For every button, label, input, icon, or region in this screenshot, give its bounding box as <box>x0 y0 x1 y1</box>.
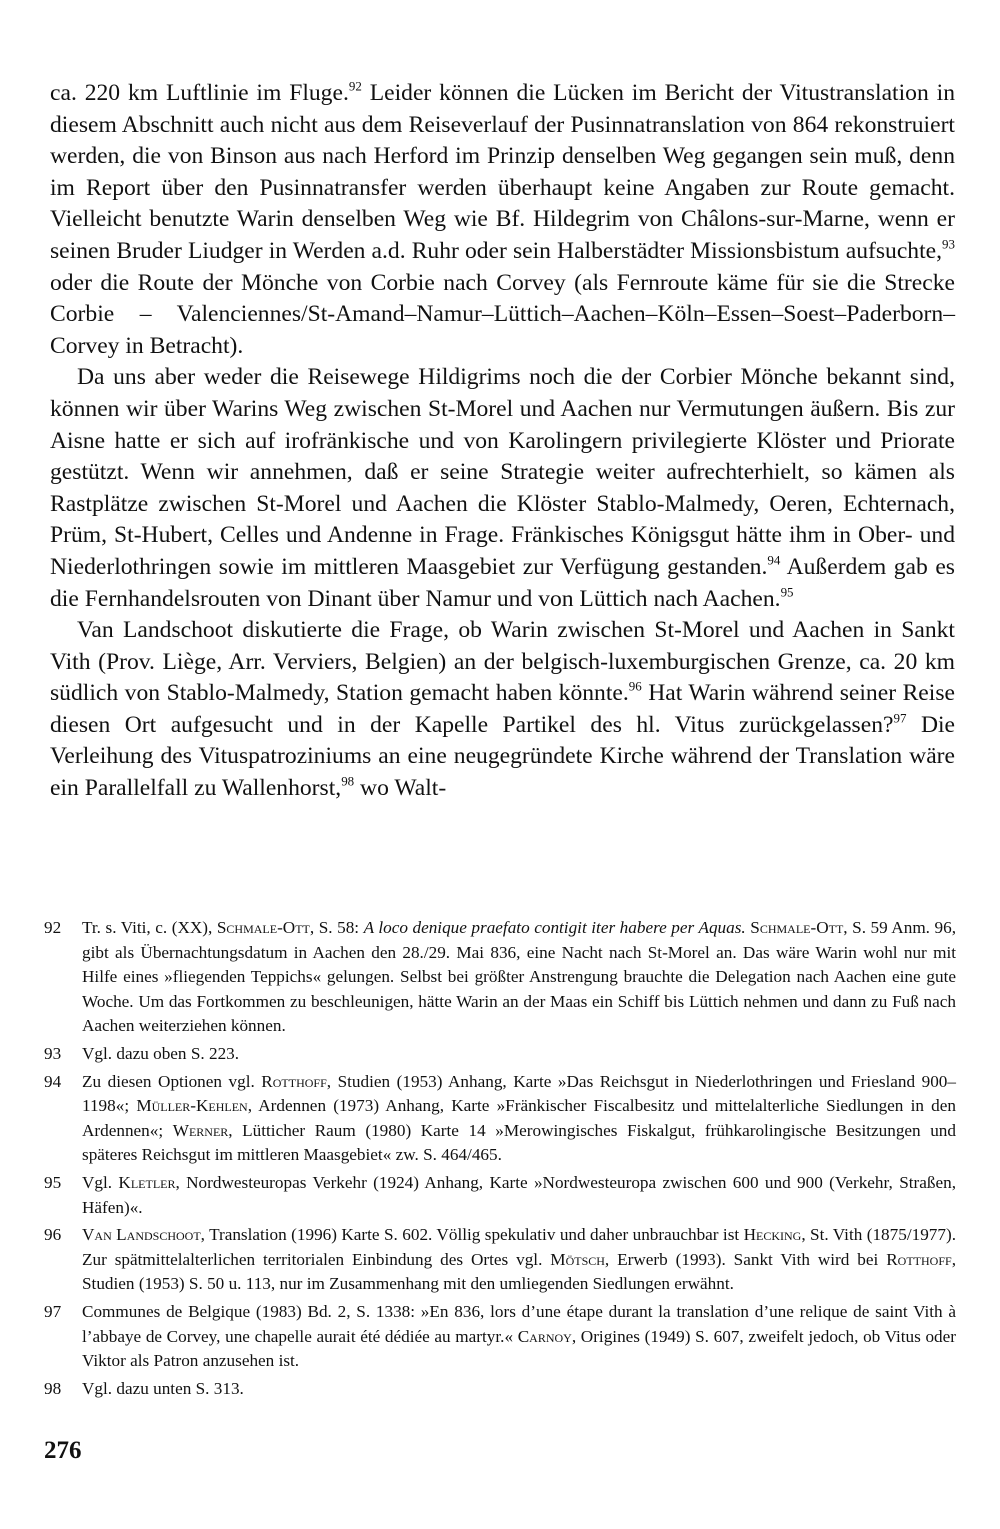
author-name: Werner <box>172 1120 229 1140</box>
author-name: Rotthoff <box>886 1249 952 1269</box>
main-text <box>50 78 955 805</box>
author-name: Müller-Kehlen <box>136 1096 248 1116</box>
author-name: Rotthoff <box>261 1071 327 1091</box>
page-number: 276 <box>44 1437 82 1464</box>
footnote-92 <box>44 916 956 1039</box>
footnote-96 <box>44 1223 956 1297</box>
footnote-98 <box>44 1377 956 1402</box>
footnote-number: 95 <box>44 1172 62 1192</box>
footnote-ref-92[interactable]: 92 <box>348 78 362 94</box>
author-name: Mötsch <box>550 1249 605 1269</box>
footnote-text: Tr. s. Viti, c. (XX), Schmale-Ott, S. 58: A loco denique praefato contigit iter habere per Aquas. Schmale-Ott, S. 59 Anm. 96, gibt als Übernachtungsdatum in Aachen den 28./29. Mai 836, eine Nacht nach St-Morel an. Das wäre Warin wohl nur mit Hilfe eines »fliegenden Teppichs« gelungen. Selbst bei größter Anstrengung brauchte die Delegation nach Aachen eine gute Woche. Um das Fortkommen zu beschleunigen, hätte Warin an der Maas ein Schiff bis Lüttich nehmen und dann zu Fuß nach Aachen weiterziehen können. <box>82 918 957 1036</box>
footnote-text: Vgl. dazu unten S. 313. <box>82 1378 244 1398</box>
latin-quote: A loco denique praefato contigit iter habere per Aquas. <box>363 918 746 937</box>
footnote-ref-96[interactable]: 96 <box>628 678 642 694</box>
footnote-number: 96 <box>44 1225 62 1245</box>
footnote-number: 92 <box>44 918 62 937</box>
footnote-text: Zu diesen Optionen vgl. Rotthoff, Studien (1953) Anhang, Karte »Das Reichsgut in Niederlothringen und Friesland 900–1198«; Müller-Kehlen, Ardennen (1973) Anhang, Karte »Fränkischer Fiscalbesitz und mittelalterliche Siedlungen in den Ardennen«; Werner, Lütticher Raum (1980) Karte 14 »Merowingisches Fiskalgut, frühkarolingische Besitzungen und späteres Reichsgut im mittleren Maasgebiet« zw. S. 464/465. <box>82 1071 956 1165</box>
paragraph-2: Da uns aber weder die Reisewege Hildigrims noch die der Corbier Mönche bekannt sind, können wir über Warins Weg zwischen St-Morel und Aachen nur Vermutungen äußern. Bis zur Aisne hatte er sich auf irofränkische und von Karolingern privilegierte Klöster und Priorate gestützt. Wenn wir annehmen, daß er seine Strategie weiter aufrechterhielt, so kämen als Rastplätze zwischen St-Morel und Aachen die Klöster Stablo-Malmedy, Oeren, Echternach, Prüm, St-Hubert, Celles und Andenne in Frage. Fränkisches Königsgut hätte ihm in Ober- und Niederlothringen sowie im mittleren Maasgebiet zur Verfügung gestanden.$^{94}$ Außerdem gab es die Fernhandelsrouten von Dinant über Namur und von Lüttich nach Aachen.$^{95}$ <box>50 364 955 612</box>
footnote-number: 98 <box>44 1378 62 1398</box>
footnote-97 <box>44 1300 956 1374</box>
footnote-text: Vgl. dazu oben S. 223. <box>82 1043 240 1063</box>
footnote-number: 94 <box>44 1071 62 1091</box>
footnote-ref-93[interactable]: 93 <box>942 236 955 252</box>
paragraph-1: ca. 220 km Luftlinie im Fluge.$^{92}$ Leider können die Lücken im Bericht der Vitustranslation in diesem Abschnitt auch nicht aus dem Reiseverlauf der Pusinnatranslation von 864 rekonstruiert werden, die von Binson aus nach Herford im Prinzip denselben Weg gegangen sein muß, denn im Report über den Pusinnatransfer werden überhaupt keine Angaben zur Route gemacht. Vielleicht benutzte Warin denselben Weg wie Bf. Hildegrim von Châlons-sur-Marne, wenn er seinen Bruder Liudger in Werden a.d. Ruhr oder sein Halberstädter Missionsbistum aufsuchte,$^{93}$ oder die Route der Mönche von Corbie nach Corvey (als Fernroute käme für sie die Strecke Corbie – Valenciennes/St-Amand–Namur–Lüttich–Aachen–Köln–Essen–Soest–Paderborn–Corvey in Betracht). <box>50 78 955 359</box>
paragraph-3: Van Landschoot diskutierte die Frage, ob Warin zwischen St-Morel und Aachen in Sankt Vith (Prov. Liège, Arr. Verviers, Belgien) an der belgisch-luxemburgischen Grenze, ca. 20 km südlich von Stablo-Malmedy, Station gemacht haben könnte.$^{96}$ Hat Warin während seiner Reise diesen Ort aufgesucht und in der Kapelle Partikel des hl. Vitus zurückgelassen?$^{97}$ Die Verleihung des Vituspatroziniums an eine neugegründete Kirche während der Translation wäre ein Parallelfall zu Wallenhorst,$^{98}$ wo Walt- <box>50 617 956 802</box>
footnote-text: Communes de Belgique (1983) Bd. 2, S. 1338: »En 836, lors d’une étape durant la translation d’une relique de saint Vith à l’abbaye de Corvey, une chapelle aurait été dédiée au martyr.« Carnoy, Origines (1949) S. 607, zweifelt jedoch, ob Vitus oder Viktor als Patron anzusehen ist. <box>82 1301 956 1371</box>
footnote-93 <box>44 1042 956 1067</box>
footnote-ref-94[interactable]: 94 <box>767 552 781 568</box>
footnote-ref-95[interactable]: 95 <box>780 583 794 599</box>
footnote-94 <box>44 1070 956 1168</box>
footnote-95 <box>44 1171 956 1220</box>
author-name: Hecking <box>743 1225 802 1245</box>
author-name: Schmale-Ott <box>216 918 310 937</box>
footnotes <box>44 916 956 1404</box>
author-name: Schmale-Ott <box>750 918 844 937</box>
author-name: Carnoy <box>517 1326 572 1346</box>
footnote-text: Vgl. Kletler, Nordwesteuropas Verkehr (1924) Anhang, Karte »Nordwesteuropa zwischen 600 und 900 (Verkehr, Straßen, Häfen)«. <box>82 1172 956 1217</box>
author-name: Van Landschoot <box>82 1225 201 1245</box>
footnote-text: Van Landschoot, Translation (1996) Karte S. 602. Völlig spekulativ und daher unbrauchbar ist Hecking, St. Vith (1875/1977). Zur spätmittelalterlichen territorialen Einbindung des Ortes vgl. Mötsch, Erwerb (1993). Sankt Vith wird bei Rotthoff, Studien (1953) S. 50 u. 113, nur im Zusammenhang mit den umliegenden Siedlungen erwähnt. <box>82 1225 956 1294</box>
footnote-ref-97[interactable]: 97 <box>893 710 907 726</box>
footnote-number: 93 <box>44 1043 62 1063</box>
footnote-number: 97 <box>44 1301 62 1321</box>
footnote-ref-98[interactable]: 98 <box>341 773 355 789</box>
author-name: Kletler <box>118 1172 176 1192</box>
